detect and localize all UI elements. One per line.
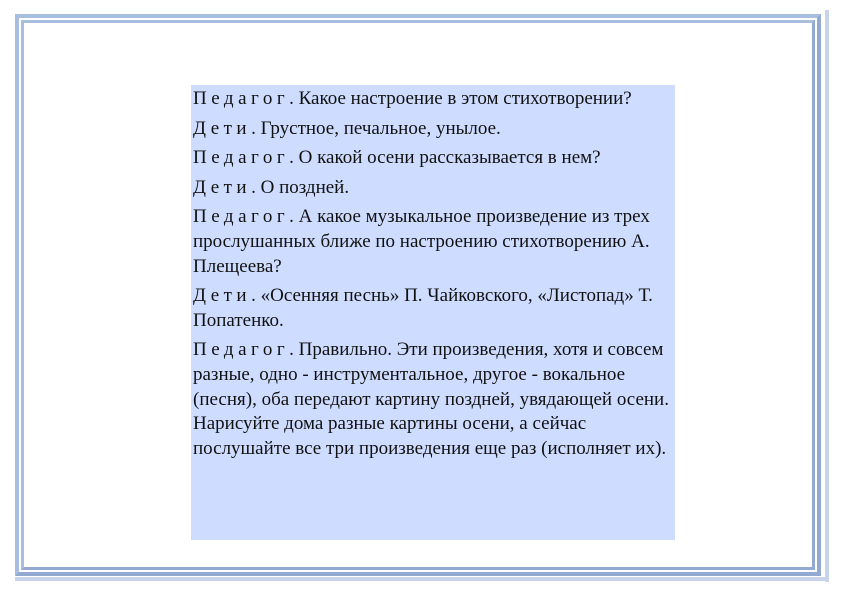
dialogue-paragraph-3	[193, 146, 671, 171]
speaker-label: Дети	[193, 176, 252, 198]
dialogue-line: . «Осенняя песнь» П. Чайковского, «Листопад» Т. Попатенко.	[193, 285, 653, 331]
speaker-label: Педагог	[193, 147, 290, 169]
dialogue-text-box	[191, 85, 675, 540]
dialogue-paragraph-2	[193, 117, 671, 142]
dialogue-line: . Какое настроение в этом стихотворении?	[289, 88, 632, 109]
dialogue-line: . Грустное, печальное, унылое.	[251, 117, 501, 139]
dialogue-line: . А какое музыкальное произведение из трех прослушанных ближе по настроению стихотворению А. Плещеева?	[193, 206, 650, 277]
dialogue-line: . О поздней.	[251, 176, 350, 198]
speaker-label: Педагог	[193, 206, 290, 228]
dialogue-paragraph-1	[193, 87, 671, 112]
dialogue-paragraph-6	[193, 284, 671, 333]
speaker-label: Педагог	[193, 88, 290, 109]
dialogue-paragraph-5	[193, 205, 671, 279]
speaker-label: Дети	[193, 285, 252, 307]
speaker-label: Педагог	[193, 339, 290, 361]
frame-shadow-bottom	[15, 577, 829, 581]
dialogue-paragraph-4	[193, 176, 671, 201]
speaker-label: Дети	[193, 117, 252, 139]
frame-shadow-right	[825, 10, 829, 582]
dialogue-paragraph-7	[193, 338, 671, 461]
dialogue-line: . О какой осени рассказывается в нем?	[289, 147, 601, 169]
dialogue-line: . Правильно. Эти произведения, хотя и совсем разные, одно - инструментальное, другое - вокальное (песня), оба передают картину поздней, увядающей осени. Нарисуйте дома разные картины осени, а сейчас послушайте все три произведения еще раз (исполняет их).	[193, 339, 669, 459]
